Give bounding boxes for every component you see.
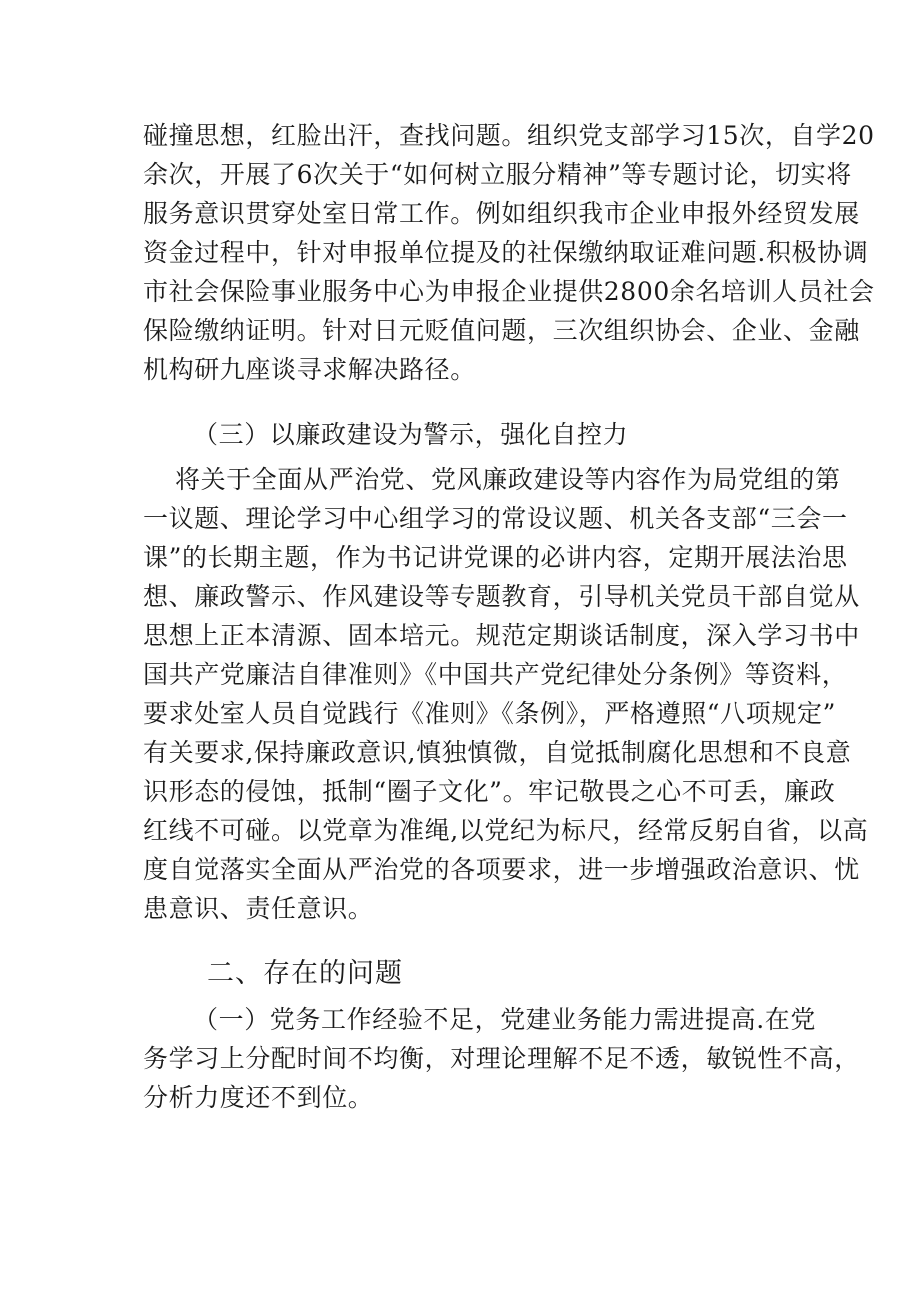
- body-line: 分析力度还不到位。: [143, 1083, 374, 1112]
- paragraph-first-line: （一）党务工作经验不足，党建业务能力需进提高.在党: [193, 1005, 816, 1034]
- body-line: 度自觉落实全面从严治党的各项要求，进一步增强政治意识、忧: [143, 855, 860, 884]
- body-line: 识形态的侵蚀，抵制“圈子文化”。牢记敬畏之心不可丢，廉政: [143, 777, 836, 806]
- body-line: 一议题、理论学习中心组学习的常设议题、机关各支部“三会一: [143, 504, 848, 533]
- body-line: 患意识、责任意识。: [143, 894, 374, 923]
- body-line: 要求处室人员自觉践行《准则》《条例》，严格遵照“八项规定”: [143, 699, 836, 728]
- body-line: 红线不可碰。以党章为准绳,以党纪为标尺，经常反躬自省，以高: [143, 816, 869, 845]
- body-line: 课”的长期主题，作为书记讲党课的必讲内容，定期开展法治思: [143, 543, 848, 572]
- body-line: 思想上正本清源、固本培元。规范定期谈话制度，深入学习书中: [143, 621, 860, 650]
- paragraph-first-line: 将关于全面从严治党、党风廉政建设等内容作为局党组的第: [175, 465, 841, 494]
- body-line: 想、廉政警示、作风建设等专题教育，引导机关党员干部自觉从: [143, 582, 860, 611]
- body-line: 保险缴纳证明。针对日元贬值问题，三次组织协会、企业、金融: [143, 316, 860, 345]
- body-line: 资金过程中，针对申报单位提及的社保缴纳取证难问题.积极协调: [143, 238, 869, 267]
- section-subheading: （三）以廉政建设为警示，强化自控力: [193, 420, 629, 449]
- body-line: 余次，开展了6次关于“如何树立服分精神”等专题讨论，切实将: [143, 160, 852, 189]
- body-line: 务学习上分配时间不均衡，对理论理解不足不透，敏锐性不高，: [143, 1044, 860, 1073]
- body-line: 机构研九座谈寻求解决路径。: [143, 355, 476, 384]
- body-line: 国共产党廉洁自律准则》《中国共产党纪律处分条例》等资料，: [143, 660, 848, 689]
- body-line: 有关要求,保持廉政意识,慎独慎微，自觉抵制腐化思想和不良意: [143, 738, 852, 767]
- body-line: 碰撞思想，红脸出汗，查找问题。组织党支部学习15次，自学20: [143, 121, 875, 150]
- section-heading: 二、存在的问题: [207, 958, 403, 989]
- body-line: 市社会保险事业服务中心为申报企业提供2800余名培训人员社会: [143, 277, 875, 306]
- body-line: 服务意识贯穿处室日常工作。例如组织我市企业申报外经贸发展: [143, 199, 860, 228]
